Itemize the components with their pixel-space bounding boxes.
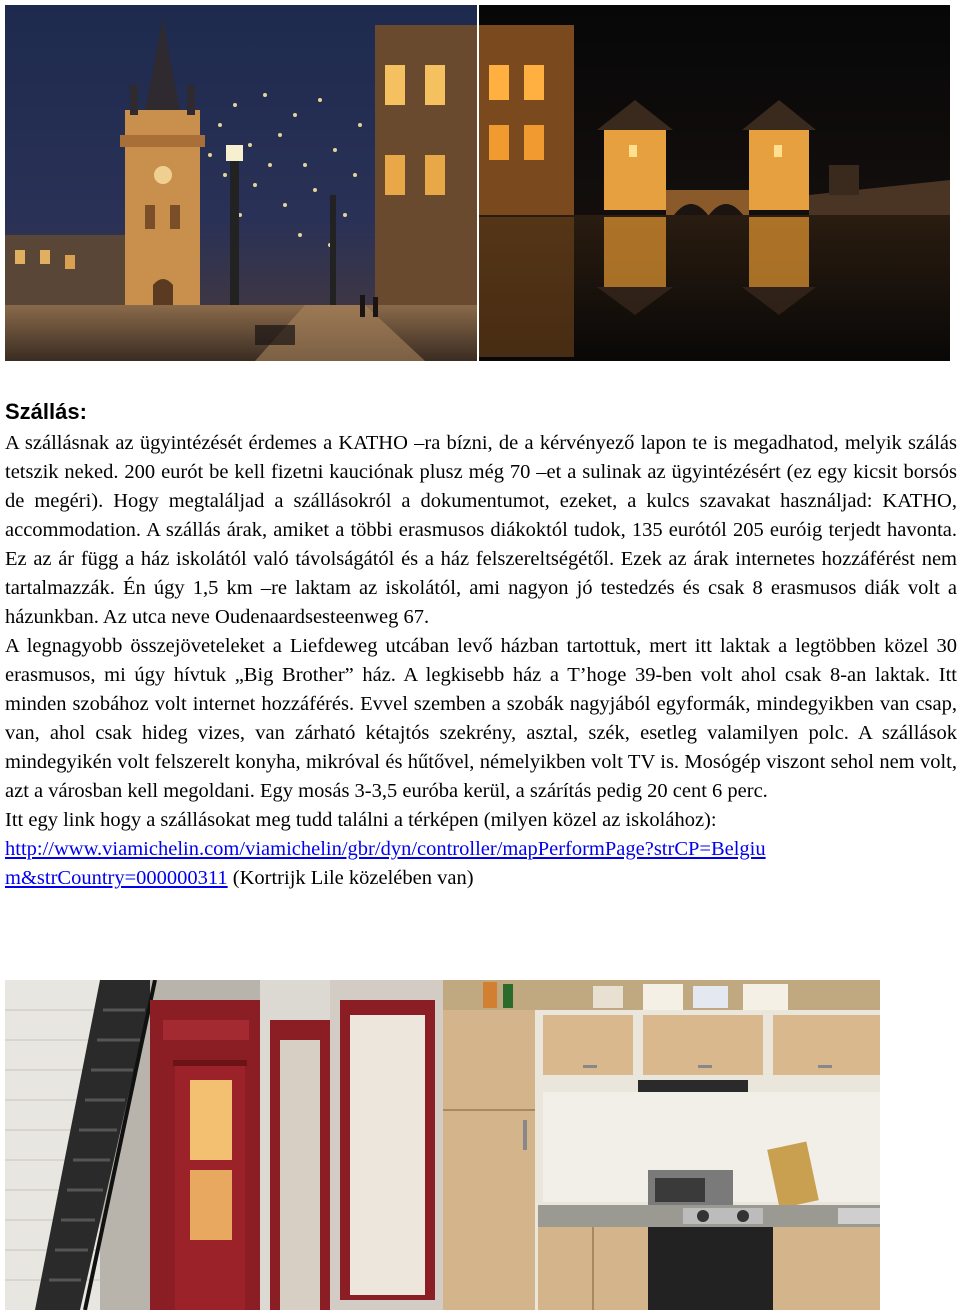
map-link-line1 xyxy=(5,835,957,864)
paragraph-houses: A legnagyobb összejöveteleket a Liefdeweg utcában levő házban tartottuk, mert itt laktak a legtöbben közel 30 erasmusos, mi úgy hívtuk „Big Brother” ház. A legkisebb ház a T’hoge 39-ben volt ahol csak 8-an laktak. Itt minden szobához volt internet hozzáférés. Evvel szemben a szobák nagyjából egyformák, mindegyikben van csap, van, ahol csak hideg vizes, van zárható kétajtós szekrény, asztal, szék, esetleg valamilyen polc. A szállások mindegyikén volt felszerelt konyha, mikróval és hűtővel, némelyikben volt TV is. Mosógép viszont sehol nem volt, azt a városban kell megoldani. Egy mosás 3-3,5 euróba kerül, a szárítás pedig 20 cent 6 perc. xyxy=(5,635,957,802)
towers-river-night-photo xyxy=(479,5,950,361)
paragraph-prices: A szállásnak az ügyintézését érdemes a KATHO –ra bízni, de a kérvényező lapon te is megadhatod, melyik szálás tetszik neked. 200 eurót be kell fizetni kauciónak plusz még 70 –et a sulinak az ügyintézésért (ez egy kicsit borsós de megéri). Hogy megtaláljad a szállásokról a dokumentumot, ezeket, a kulcs szavakat használjad: KATHO, accommodation. A szállás árak, amiket a többi erasmusos diákoktól tudok, 135 eurótól 205 euróig terjedt havonta. Ez az ár függ a ház iskolától való távolságától és a ház felszereltségétől. Ezek az árak internetes hozzáférést nem tartalmazzák. Én úgy 1,5 km –re laktam az iskolától, ami nagyon jó testedzés és csak 8 erasmusos diák volt a házunkban. Az utca neve Oudenaardsesteenweg 67. xyxy=(5,432,957,628)
map-link[interactable]: http://www.viamichelin.com/viamichelin/gbr/dyn/controller/mapPerformPage?strCP=Belgiu xyxy=(5,838,766,860)
kitchen-photo xyxy=(443,980,880,1310)
link-suffix: (Kortrijk Lile közelében van) xyxy=(227,867,474,889)
accommodation-section xyxy=(5,396,957,893)
stairway-door-photo xyxy=(5,980,443,1310)
map-link-continued[interactable]: m&strCountry=000000311 xyxy=(5,867,228,889)
section-title: Szállás: xyxy=(5,399,87,424)
link-intro: Itt egy link hogy a szállásokat meg tudd találni a térképen (milyen közel az iskolához): xyxy=(5,809,717,831)
map-link-line2 xyxy=(5,864,957,893)
belfry-night-photo xyxy=(5,5,477,361)
